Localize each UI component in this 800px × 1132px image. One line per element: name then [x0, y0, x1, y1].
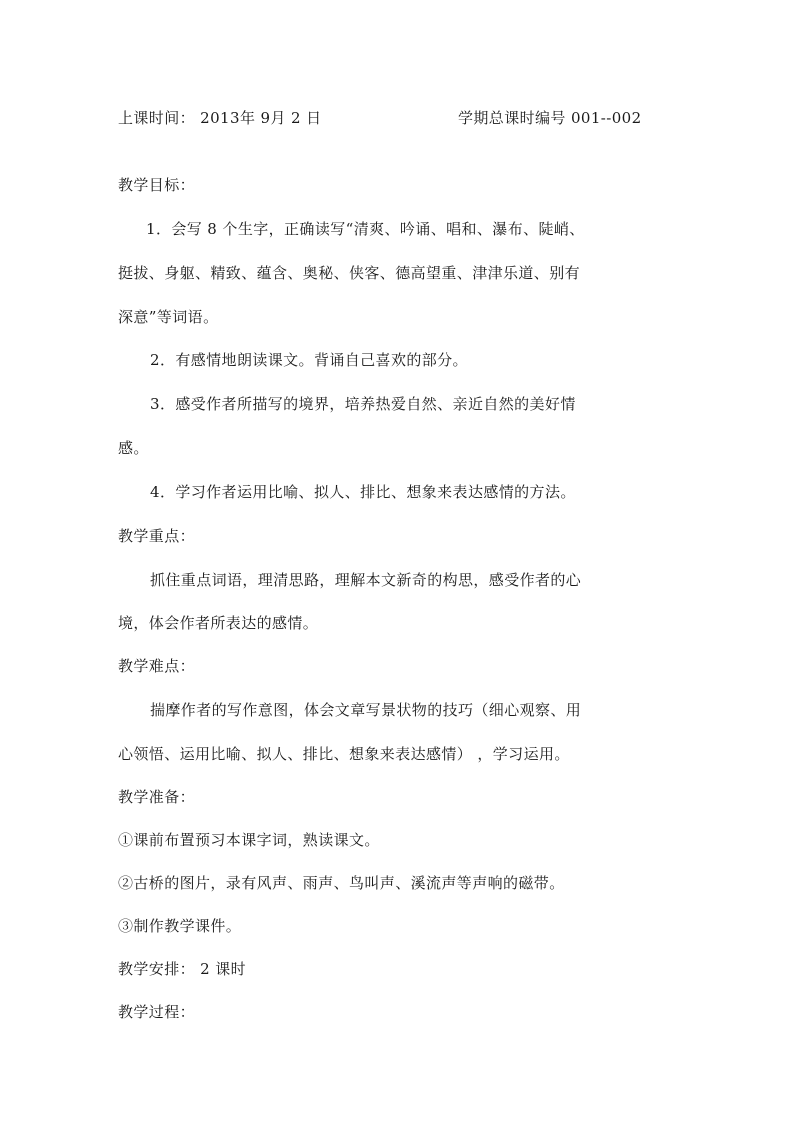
preparation-heading: 教学准备：: [118, 788, 196, 806]
objective-3-line-1: 3．感受作者所描写的境界，培养热爱自然、亲近自然的美好情: [150, 395, 576, 413]
class-time: 上课时间： 2013年 9月 2 日: [118, 109, 322, 127]
period-number: 学期总课时编号 001--002: [458, 109, 642, 127]
difficulties-heading: 教学难点：: [118, 657, 196, 675]
objective-1-line-2: 挺拔、身躯、精致、蕴含、奥秘、侠客、德高望重、津津乐道、别有: [118, 264, 581, 282]
objectives-heading: 教学目标：: [118, 176, 196, 194]
arrangement: 教学安排： 2 课时: [118, 960, 247, 978]
preparation-item-2: ②古桥的图片，录有风声、雨声、鸟叫声、溪流声等声响的磁带。: [118, 874, 565, 892]
key-points-heading: 教学重点：: [118, 527, 196, 545]
preparation-item-3: ③制作教学课件。: [118, 917, 242, 935]
objective-1-line-3: 深意”等词语。: [118, 308, 219, 326]
objective-4: 4．学习作者运用比喻、拟人、排比、想象来表达感情的方法。: [150, 483, 576, 501]
preparation-item-1: ①课前布置预习本课字词，熟读课文。: [118, 831, 380, 849]
difficulties-line-1: 揣摩作者的写作意图，体会文章写景状物的技巧（细心观察、用: [150, 701, 582, 719]
key-points-line-2: 境，体会作者所表达的感情。: [118, 614, 319, 632]
difficulties-line-2: 心领悟、运用比喻、拟人、排比、想象来表达感情） ，学习运用。: [118, 745, 570, 763]
objective-2: 2．有感情地朗读课文。背诵自己喜欢的部分。: [150, 351, 468, 369]
objective-3-line-2: 感。: [118, 439, 149, 457]
objective-1-line-1: 1．会写 8 个生字，正确读写“清爽、吟诵、唱和、瀑布、陡峭、: [146, 220, 585, 238]
process-heading: 教学过程：: [118, 1003, 196, 1021]
key-points-line-1: 抓住重点词语，理清思路，理解本文新奇的构思，感受作者的心: [150, 571, 582, 589]
